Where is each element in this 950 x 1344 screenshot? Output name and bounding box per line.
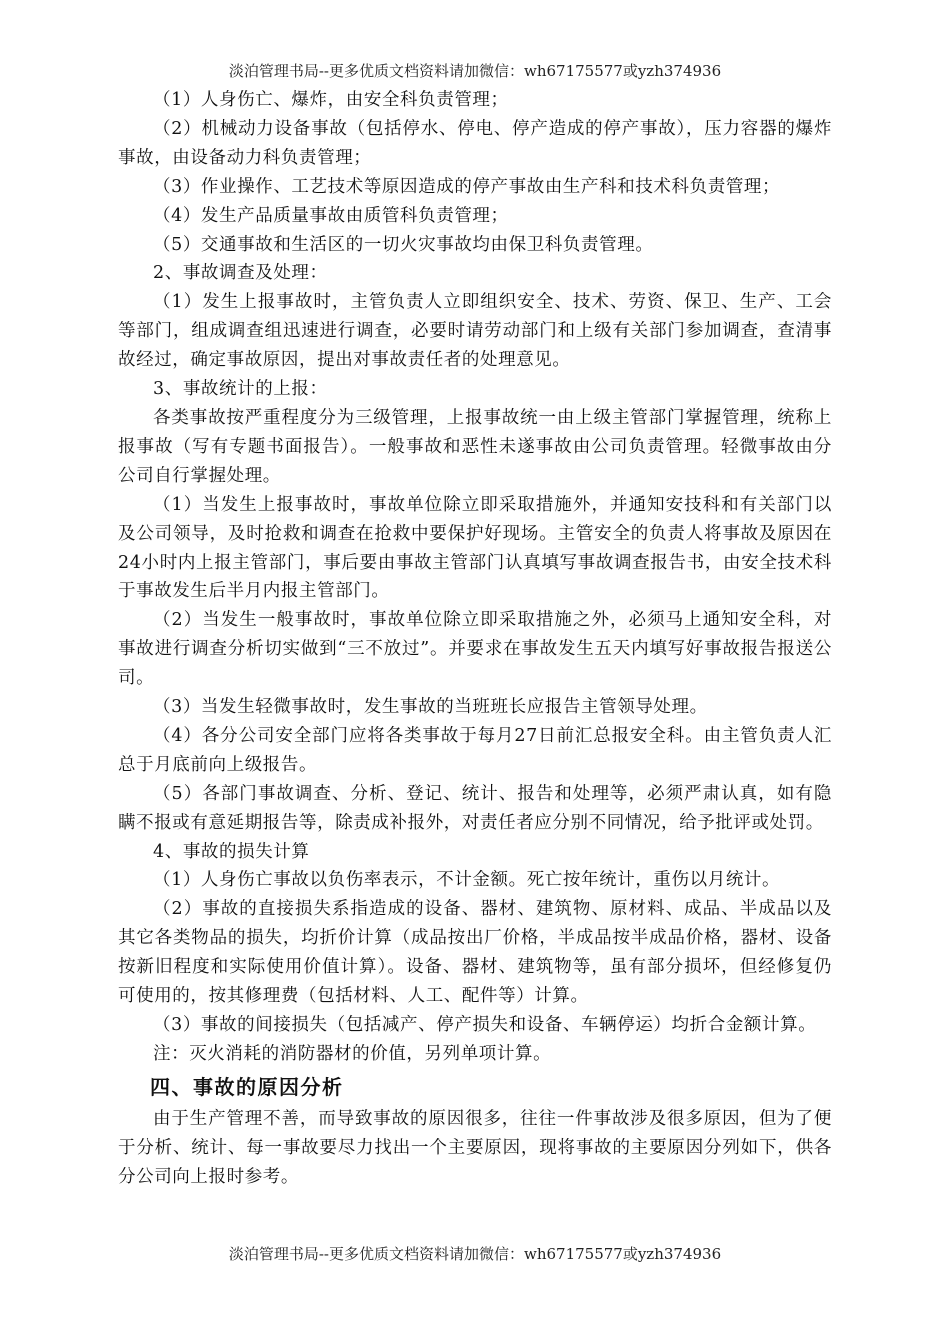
header-watermark: 淡泊管理书局--更多优质文档资料请加微信：wh67175577或yzh374936 [228, 62, 722, 80]
paragraph-10: （3）当发生轻微事故时，发生事故的当班班长应报告主管领导处理。 [153, 697, 708, 718]
document-body [118, 86, 832, 1192]
footer-watermark: 淡泊管理书局--更多优质文档资料请加微信：wh67175577或yzh374936 [228, 1245, 722, 1263]
paragraph-5: （5）交通事故和生活区的一切火灾事故均由保卫科负责管理。 [153, 234, 654, 255]
section-body-paragraph: 由于生产管理不善，而导致事故的原因很多，往往一件事故涉及很多原因，但为了便于分析、统计、每一事故要尽力找出一个主要原因，现将事故的主要原因分列如下，供各分公司向上报时参考。 [118, 1108, 832, 1187]
paragraph-12: （5）各部门事故调查、分析、登记、统计、报告和处理等，必须严肃认真，如有隐瞒不报或有意延期报告等，除责成补报外，对责任者应分别不同情况，给予批评或处罚。 [118, 783, 832, 833]
subheading-investigation: 2、事故调查及处理： [153, 263, 328, 284]
paragraph-13: （1）人身伤亡事故以负伤率表示，不计金额。死亡按年统计，重伤以月统计。 [153, 870, 781, 891]
paragraph-3: （3）作业操作、工艺技术等原因造成的停产事故由生产科和技术科负责管理； [153, 176, 781, 197]
paragraph-2: （2）机械动力设备事故（包括停水、停电、停产造成的停产事故），压力容器的爆炸事故，由设备动力科负责管理； [118, 118, 832, 168]
paragraph-4: （4）发生产品质量事故由质管科负责管理； [153, 205, 509, 226]
paragraph-8: （1）当发生上报事故时，事故单位除立即采取措施外，并通知安技科和有关部门以及公司领导，及时抢救和调查在抢救中要保护好现场。主管安全的负责人将事故及原因在24小时内上报主管部门，事后要由事故主管部门认真填写事故调查报告书，由安全技术科于事故发生后半月内报主管部门。 [118, 494, 832, 602]
paragraph-11: （4）各分公司安全部门应将各类事故于每月27日前汇总报安全科。由主管负责人汇总于月底前向上级报告。 [118, 725, 832, 775]
paragraph-15: （3）事故的间接损失（包括减产、停产损失和设备、车辆停运）均折合金额计算。 [153, 1015, 817, 1035]
paragraph-7: 各类事故按严重程度分为三级管理，上报事故统一由上级主管部门掌握管理，统称上报事故（写有专题书面报告）。一般事故和恶性未遂事故由公司负责管理。轻微事故由分公司自行掌握处理。 [118, 407, 832, 486]
note-paragraph: 注：灭火消耗的消防器材的价值，另列单项计算。 [153, 1043, 552, 1064]
subheading-reporting: 3、事故统计的上报： [153, 379, 328, 400]
paragraph-9: （2）当发生一般事故时，事故单位除立即采取措施之外，必须马上通知安全科，对事故进行调查分析切实做到“三不放过”。并要求在事故发生五天内填写好事故报告报送公司。 [118, 610, 832, 689]
paragraph-14: （2）事故的直接损失系指造成的设备、器材、建筑物、原材料、成品、半成品以及其它各类物品的损失，均折价计算（成品按出厂价格，半成品按半成品价格，器材、设备按新旧程度和实际使用价值计算）。设备、器材、建筑物等，虽有部分损坏，但经修复仍可使用的，按其修理费（包括材料、人工、配件等）计算。 [118, 899, 832, 1007]
paragraph-6: （1）发生上报事故时，主管负责人立即组织安全、技术、劳资、保卫、生产、工会等部门，组成调查组迅速进行调查，必要时请劳动部门和上级有关部门参加调查，查清事故经过，确定事故原因，提出对事故责任者的处理意见。 [118, 292, 832, 371]
section-heading-cause-analysis: 四、事故的原因分析 [150, 1074, 344, 1099]
paragraph-1: （1）人身伤亡、爆炸，由安全科负责管理； [153, 90, 509, 110]
subheading-loss-calculation: 4、事故的损失计算 [153, 841, 310, 862]
